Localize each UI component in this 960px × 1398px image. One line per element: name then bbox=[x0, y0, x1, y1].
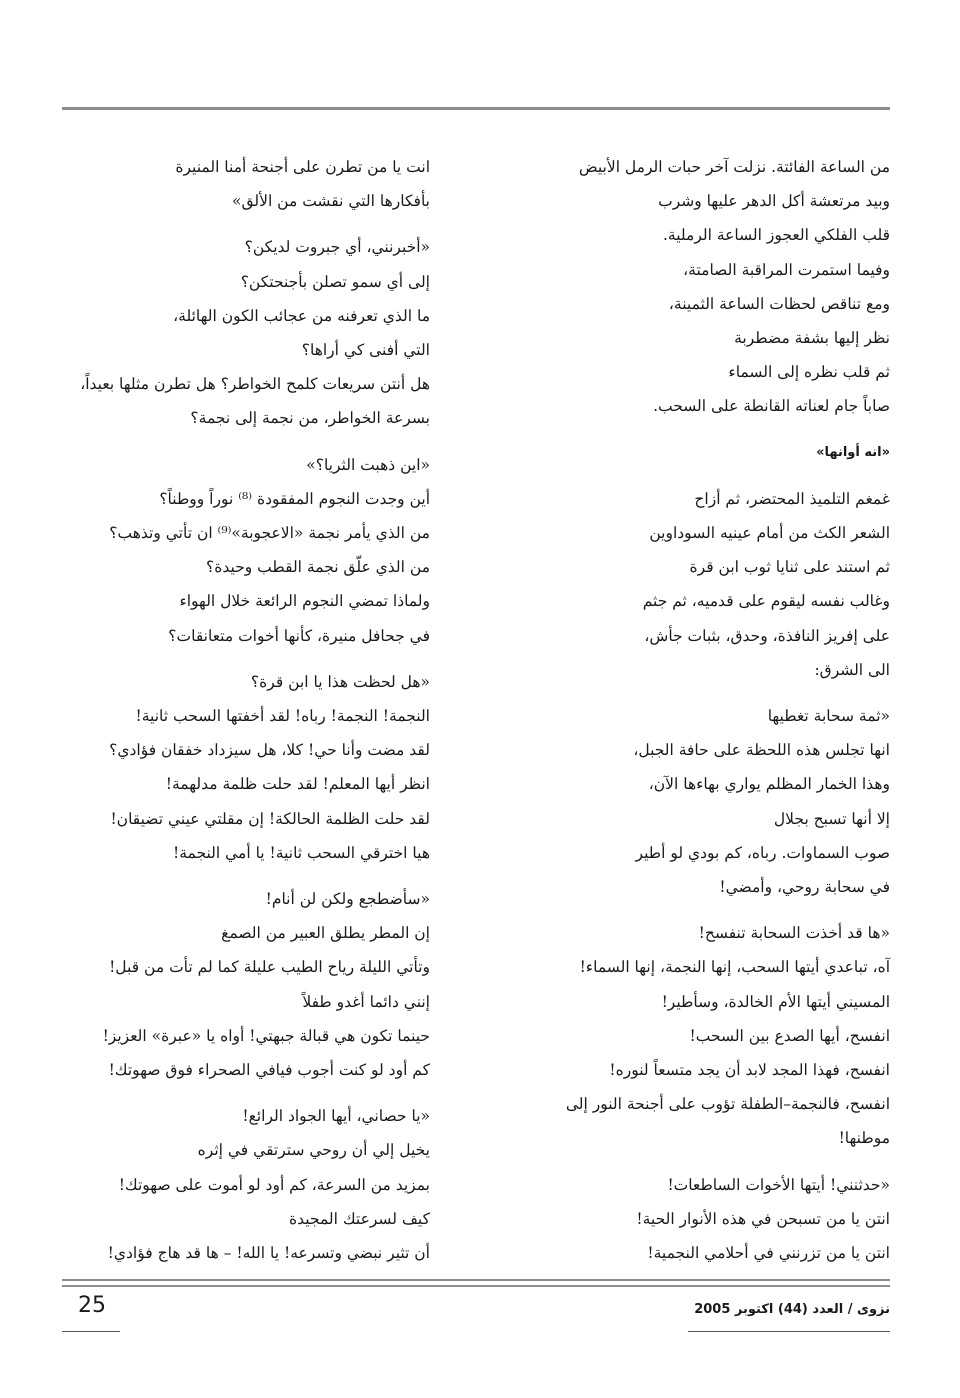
poem-line: انتن يا من تزرنني في أحلامي النجمية! bbox=[647, 1244, 890, 1263]
poem-line: أين وجدت النجوم المفقودة ⁽⁸⁾ نوراً ووطناً؟ bbox=[159, 489, 430, 508]
poem-line: صاباً جام لعناته القانطة على السحب. bbox=[653, 397, 890, 416]
poem-line: موطنها! bbox=[838, 1129, 890, 1148]
journal-info-underline bbox=[688, 1331, 890, 1332]
poem-line: وهذا الخمار المظلم يواري بهاءها الآن، bbox=[648, 775, 890, 794]
section-heading: «انه أوانها» bbox=[816, 444, 890, 460]
poem-line: «ها قد أخذت السحابة تنفسح! bbox=[698, 924, 890, 943]
poem-line: وفيما استمرت المراقبة الصامتة، bbox=[683, 260, 890, 279]
poem-line: بأفكارها التي نقشت من الألق» bbox=[231, 192, 430, 211]
poem-line: «اين ذهبت الثريا؟» bbox=[306, 455, 430, 474]
poem-line: «سأضطجع ولكن لن أنام! bbox=[265, 890, 430, 909]
poem-line: ثم استند على ثنايا ثوب ابن قرة bbox=[689, 558, 890, 577]
poem-line: انفسح، فهذا المجد لابد أن يجد متسعاً لنوره! bbox=[609, 1061, 890, 1080]
poem-line: التي أفنى كي أراها؟ bbox=[301, 341, 430, 360]
poem-line: «يا حصاني، أيها الجواد الرائع! bbox=[242, 1107, 430, 1126]
poem-line: المسيني أيتها الأم الخالدة، وسأطير! bbox=[661, 992, 890, 1011]
poem-line: كيف لسرعتك المجيدة bbox=[289, 1209, 430, 1228]
poem-line: الى الشرق: bbox=[814, 660, 890, 679]
poem-line: إنني دائما أغدو طفلاً bbox=[302, 992, 430, 1011]
poem-line: انتن يا من تسبحن في هذه الأنوار الحية! bbox=[636, 1209, 890, 1228]
poem-line: «أخبرنني، أي جبروت لديكن؟ bbox=[244, 238, 430, 257]
poem-line: من الساعة الفائتة. نزلت آخر حبات الرمل الأبيض bbox=[578, 158, 890, 176]
poem-line: لقد مضت وأنا حي! كلا، هل سيزداد خفقان فؤادي؟ bbox=[109, 741, 430, 760]
journal-info: نزوى / العدد (44) اكتوبر 2005 bbox=[694, 1302, 890, 1317]
poem-line: من الذي يأمر نجمة «الاعجوبة»⁽⁹⁾ ان تأتي وتذهب؟ bbox=[109, 524, 430, 543]
top-rule bbox=[62, 107, 890, 110]
poem-line: من الذي علّق نجمة القطب وحيدة؟ bbox=[206, 558, 430, 577]
poem-line: على إفريز النافذة، وحدق، بثبات جأش، bbox=[644, 626, 890, 645]
poem-line: وغالب نفسه ليقوم على قدميه، ثم جثم bbox=[642, 592, 890, 611]
poem-line: ثم قلب نظره إلى السماء bbox=[728, 363, 890, 382]
poem-line: انها تجلس هذه اللحظة على حافة الجبل، bbox=[633, 741, 890, 760]
poem-line: في سحابة روحي، وأمضي! bbox=[719, 878, 890, 897]
poem-line: وبيد مرتعشة أكل الدهر عليها وشرب bbox=[658, 192, 890, 211]
poem-line: الشعر الكث من أمام عينيه السوداوين bbox=[649, 524, 890, 543]
poem-line: إلا أنها تسبح بجلال bbox=[773, 809, 890, 828]
poem-line: بمزيد من السرعة، كم أود لو أموت على صهوتك! bbox=[118, 1175, 430, 1194]
page-number: 25 bbox=[78, 1293, 106, 1318]
poem-line: انفسح، فالنجمة–الطفلة تؤوب على أجنحة النور إلى bbox=[565, 1095, 890, 1114]
poem-line: «ثمة سحابة تغطيها bbox=[767, 707, 890, 726]
poem-line: إلى أي سمو تصلن بأجنحتكن؟ bbox=[240, 272, 430, 291]
poem-line: «حدثنني! أيتها الأخوات الساطعات! bbox=[667, 1175, 890, 1194]
right-column bbox=[510, 150, 890, 1270]
poem-line: أن تثير نبضي وتسرعه! يا الله! – ها قد هاج فؤادي! bbox=[107, 1244, 430, 1263]
poem-line: نظر إليها بشفة مضطربة bbox=[734, 329, 890, 348]
poem-line: آه، تباعدي أيتها السحب، إنها النجمة، إنها السماء! bbox=[579, 958, 890, 977]
poem-line: غمغم التلميذ المحتضر، ثم أزاح bbox=[694, 489, 890, 508]
poem-line: «هل لحظت هذا يا ابن قرة؟ bbox=[250, 672, 430, 691]
poem-line: انفسح، أيها الصدع بين السحب! bbox=[689, 1026, 890, 1045]
poem-line: صوب السماوات. رباه، كم بودي لو أطير bbox=[635, 843, 890, 862]
page-number-underline bbox=[62, 1331, 120, 1332]
poem-line: كم أود لو كنت أجوب فيافي الصحراء فوق صهوتك! bbox=[108, 1061, 430, 1080]
poem-line: النجمة! النجمة! رباه! لقد أخفتها السحب ثانية! bbox=[135, 707, 430, 726]
poem-line: يخيل إلي أن روحي سترتقي في إثره bbox=[197, 1141, 430, 1160]
poem-line: في جحافل منيرة، كأنها أخوات متعانقات؟ bbox=[168, 626, 430, 645]
poem-line: هيا اخترقي السحب ثانية! يا أمي النجمة! bbox=[172, 843, 430, 862]
poem-line: إن المطر يطلق العبير من الصمغ bbox=[221, 924, 430, 943]
poem-line: قلب الفلكي العجوز الساعة الرملية. bbox=[662, 226, 890, 245]
poem-line: ما الذي تعرفنه من عجائب الكون الهائلة، bbox=[173, 306, 430, 325]
poem-line: هل أنتن سريعات كلمح الخواطر؟ هل تطرن مثلها بعيداً، bbox=[80, 375, 430, 394]
poem-line: وتأتي الليلة رياح الطيب عليلة كما لم تأت من قبل! bbox=[109, 958, 430, 977]
bottom-rule bbox=[62, 1279, 890, 1287]
poem-line: ولماذا تمضي النجوم الرائعة خلال الهواء bbox=[179, 592, 430, 611]
poem-line: انت يا من تطرن على أجنحة أمنا المنيرة bbox=[175, 158, 430, 176]
poem-line: انظر أيها المعلم! لقد حلت ظلمة مدلهمة! bbox=[165, 775, 430, 794]
poem-line: حينما تكون هي قبالة جبهتي! أواه يا «عبرة» العزيز! bbox=[102, 1026, 430, 1045]
poem-line: لقد حلت الظلمة الحالكة! إن مقلتي عيني تضيقان! bbox=[110, 809, 430, 828]
poem-line: ومع تناقص لحظات الساعة الثمينة، bbox=[668, 294, 890, 313]
left-column bbox=[70, 150, 430, 1270]
poem-line: بسرعة الخواطر، من نجمة إلى نجمة؟ bbox=[190, 409, 430, 428]
